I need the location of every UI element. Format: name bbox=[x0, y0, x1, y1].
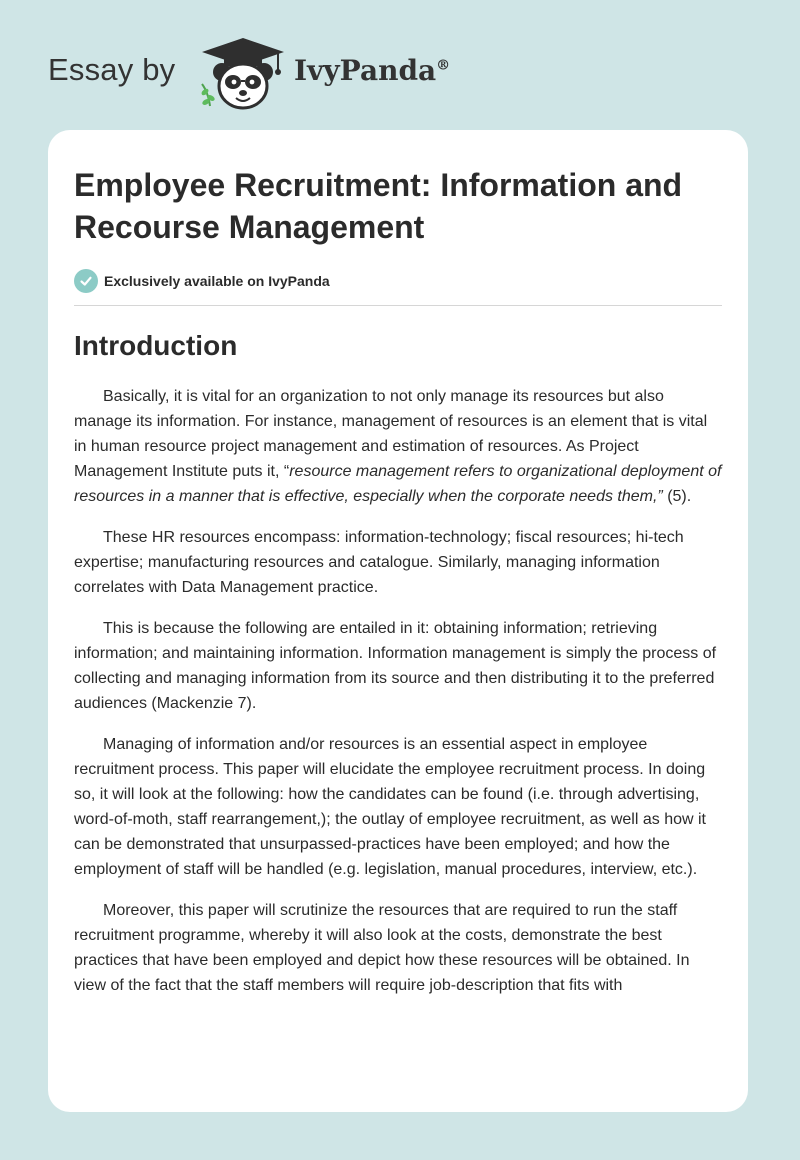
exclusive-badge bbox=[74, 268, 722, 294]
paragraph: Moreover, this paper will scrutinize the resources that are required to run the staff recruitment programme, whereby it will also look at the costs, demonstrate the best practices that have been employed and depict how these resources will be obtained. In view of the fact that the staff members will require job-description that fits with bbox=[74, 902, 690, 994]
divider bbox=[74, 305, 722, 306]
section-heading: Introduction bbox=[74, 330, 238, 361]
badge-text: Exclusively available on IvyPanda bbox=[104, 273, 330, 289]
article-title: Employee Recruitment: Information and Recourse Management bbox=[74, 167, 683, 245]
paragraph: Managing of information and/or resources is an essential aspect in employee recruitment process. This paper will elucidate the employee recruitment process. In doing so, it will look at the following: how the candidates can be found (i.e. through advertising, word-of-moth, staff rearrangement,); the outlay of employee recruitment, as well as how it can be demonstrated that unsurpassed-practices have been employed; and how the employment of staff will be handled (e.g. legislation, manual procedures, interview, etc.). bbox=[74, 736, 706, 878]
panda-graduate-icon bbox=[198, 36, 288, 112]
check-icon bbox=[74, 269, 98, 293]
brand-name[interactable]: IvyPanda® bbox=[294, 54, 451, 87]
article-body bbox=[74, 384, 724, 998]
article-card bbox=[48, 130, 748, 1112]
site-header bbox=[48, 36, 648, 116]
paragraph: These HR resources encompass: information-technology; fiscal resources; hi-tech expertise; manufacturing resources and catalogue. Similarly, managing information correlates with Data Management practice. bbox=[74, 529, 684, 596]
brand-prefix: Essay by bbox=[48, 52, 176, 87]
paragraph: This is because the following are entailed in it: obtaining information; retrieving information; and maintaining information. Information management is simply the process of collecting and managing information from its source and then distributing it to the preferred audiences (Mackenzie 7). bbox=[74, 620, 717, 712]
paragraph: Basically, it is vital for an organization to not only manage its resources but also manage its information. For instance, management of resources is an element that is vital in human resource project management and estimation of resources. As Project Management Institute puts it, “resource management refers to organizational deployment of resources in a manner that is effective, especially when the corporate needs them,” (5). bbox=[74, 388, 722, 505]
